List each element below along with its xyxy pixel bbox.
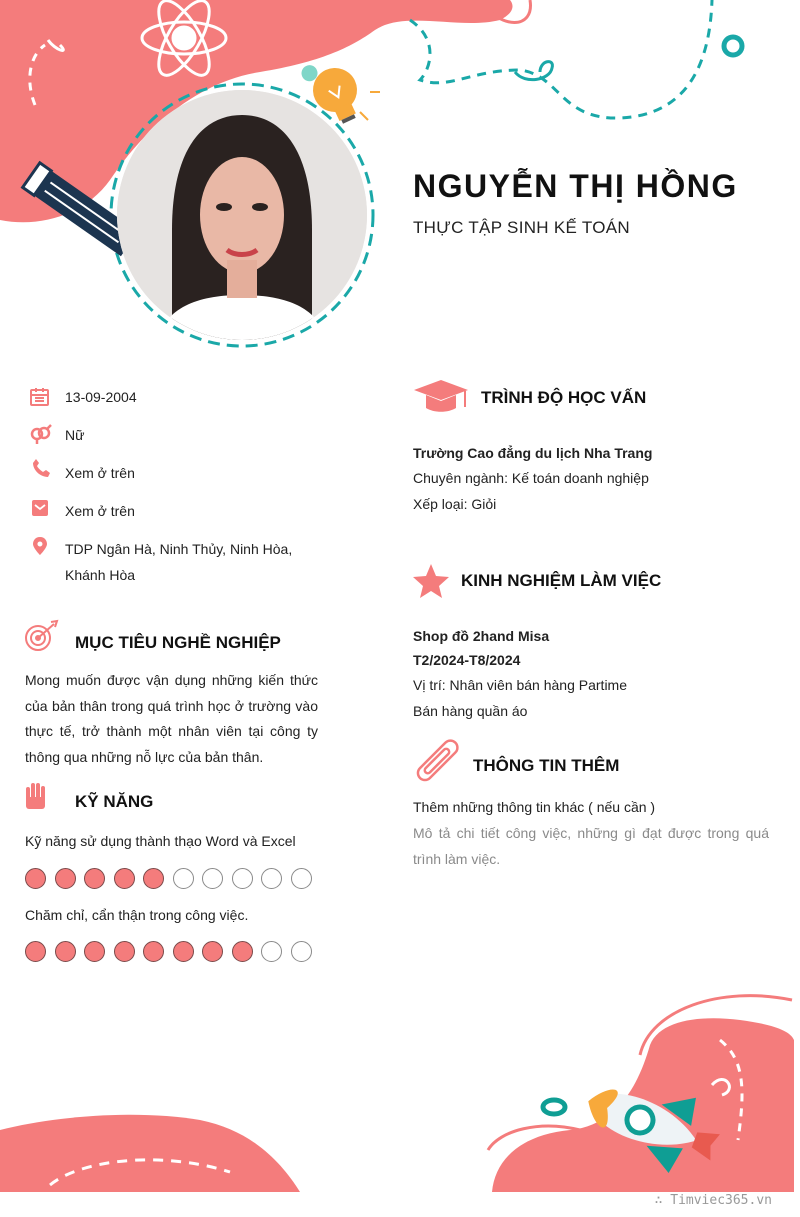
experience-heading: KINH NGHIỆM LÀM VIỆC (461, 571, 662, 590)
paperclip-icon (415, 738, 460, 783)
education-rank: Xếp loại: Giỏi (413, 496, 497, 512)
experience-description: Bán hàng quần áo (413, 703, 528, 719)
star-icon (413, 564, 449, 598)
rating-dot-empty (202, 868, 223, 889)
education-school: Trường Cao đẳng du lịch Nha Trang (413, 445, 653, 461)
skill-rating (25, 941, 312, 962)
rating-dot-empty (291, 868, 312, 889)
address-value: TDP Ngân Hà, Ninh Thủy, Ninh Hòa, Khánh Hòa (65, 541, 293, 583)
target-icon (26, 621, 57, 650)
info-gender (30, 426, 305, 448)
profile-photo (117, 90, 367, 340)
bottom-left-blob (0, 1115, 300, 1192)
rating-dot-filled (55, 941, 76, 962)
info-email (30, 502, 305, 524)
experience-period: T2/2024-T8/2024 (413, 652, 521, 668)
additional-line2: Mô tả chi tiết công việc, những gì đạt được trong quá trình làm việc. (413, 825, 769, 867)
phone-value: Xem ở trên (65, 465, 135, 481)
skill-name: Chăm chỉ, cẩn thận trong công việc. (25, 907, 249, 923)
rating-dot-filled (173, 941, 194, 962)
skill-rating (25, 868, 312, 889)
rating-dot-filled (143, 941, 164, 962)
hand-icon (26, 783, 45, 809)
rating-dot-empty (173, 868, 194, 889)
additional-heading: THÔNG TIN THÊM (473, 756, 620, 775)
rating-dot-filled (55, 868, 76, 889)
rating-dot-empty (232, 868, 253, 889)
additional-line1: Thêm những thông tin khác ( nếu cần ) (413, 799, 656, 815)
education-heading: TRÌNH ĐỘ HỌC VẤN (481, 388, 647, 407)
rating-dot-filled (84, 941, 105, 962)
rating-dot-empty (261, 941, 282, 962)
experience-company: Shop đồ 2hand Misa (413, 628, 550, 644)
info-address (30, 540, 305, 588)
info-birthday (30, 388, 305, 410)
education-major: Chuyên ngành: Kế toán doanh nghiệp (413, 470, 649, 486)
rating-dot-empty (261, 868, 282, 889)
rating-dot-filled (25, 941, 46, 962)
objective-text: Mong muốn được vận dụng những kiến thức của bản thân trong quá trình học ở trường vào thực tế, trở thành một nhân viên tại công ty thông qua những nỗ lực của bản thân. (25, 672, 318, 765)
objective-heading: MỤC TIÊU NGHỀ NGHIỆP (75, 633, 281, 652)
teal-ring-small (543, 1100, 565, 1114)
rating-dot-filled (143, 868, 164, 889)
skill-name: Kỹ năng sử dụng thành thạo Word và Excel (25, 833, 296, 849)
graduation-cap-icon (414, 380, 468, 412)
birthday-value: 13-09-2004 (65, 389, 137, 405)
gender-value: Nữ (65, 427, 85, 443)
rating-dot-filled (25, 868, 46, 889)
candidate-name: NGUYỄN THỊ HỒNG (413, 168, 738, 204)
teal-ring (724, 37, 742, 55)
rating-dot-filled (114, 868, 135, 889)
job-title: THỰC TẬP SINH KẾ TOÁN (413, 218, 630, 237)
rating-dot-filled (232, 941, 253, 962)
rating-dot-empty (291, 941, 312, 962)
email-value: Xem ở trên (65, 503, 135, 519)
info-phone (30, 464, 305, 486)
rating-dot-filled (114, 941, 135, 962)
skills-heading: KỸ NĂNG (75, 792, 154, 811)
watermark: ∴ Timviec365.vn (654, 1193, 772, 1208)
rating-dot-filled (84, 868, 105, 889)
rating-dot-filled (202, 941, 223, 962)
experience-position: Vị trí: Nhân viên bán hàng Partime (413, 677, 628, 693)
